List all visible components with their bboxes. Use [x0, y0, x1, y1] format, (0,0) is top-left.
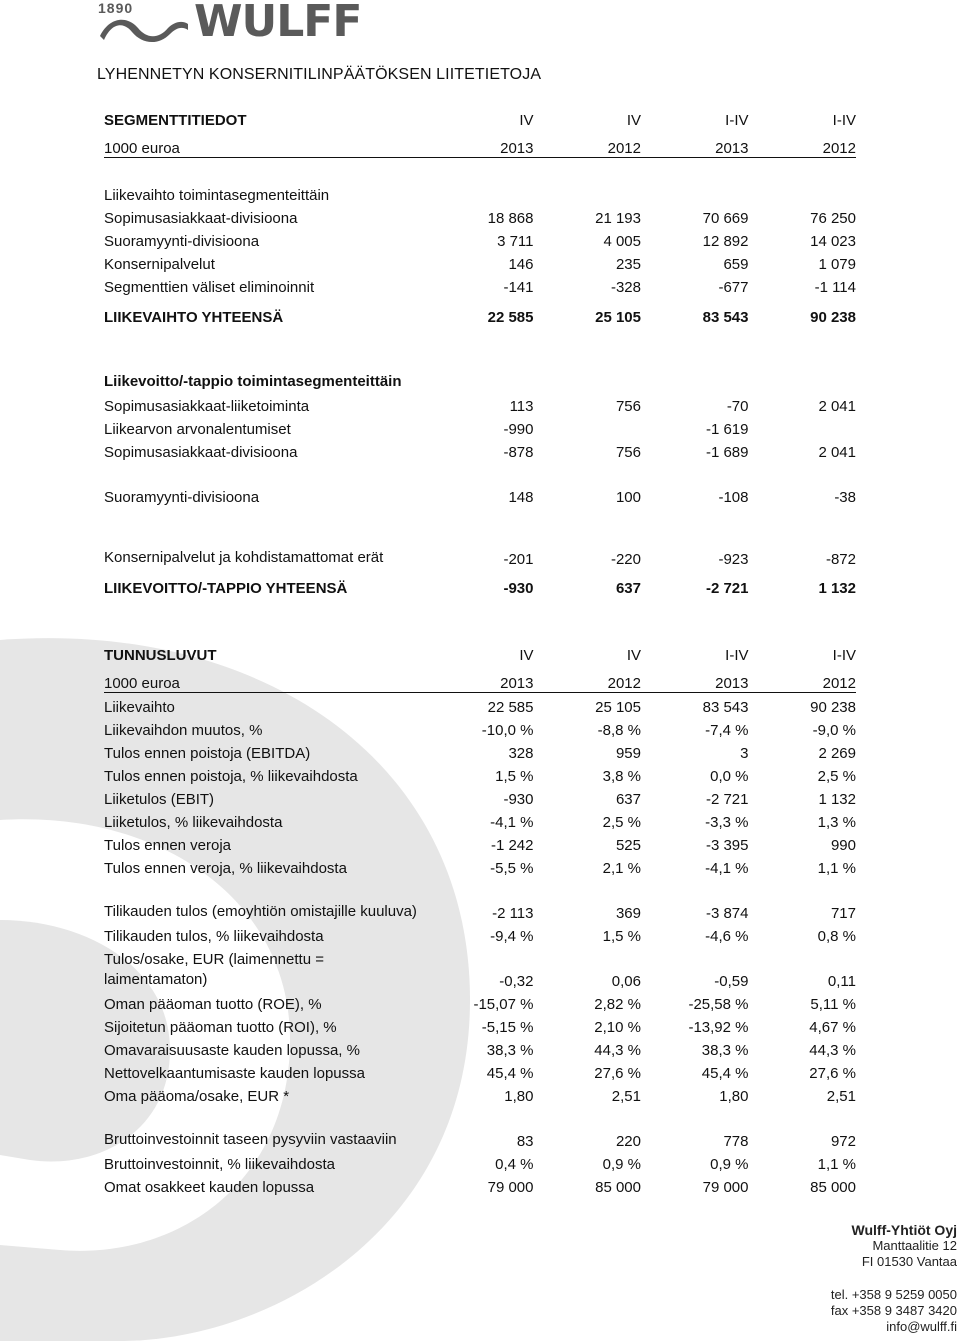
table-row — [104, 785, 856, 808]
cell-value: 2,82 % — [594, 996, 641, 1013]
table-row — [104, 808, 856, 831]
cell-value: -15,07 % — [473, 996, 534, 1013]
cell-value: 0,9 % — [710, 1156, 749, 1173]
table-row — [104, 1082, 856, 1105]
cell-value: 2 269 — [818, 745, 856, 762]
cell-value: 44,3 % — [809, 1042, 856, 1059]
row-label: Oma pääoma/osake, EUR * — [104, 1088, 290, 1105]
cell-value: 14 023 — [810, 232, 856, 250]
table-row — [104, 1173, 856, 1196]
cell-value: 2 041 — [818, 397, 856, 415]
table-row — [104, 250, 856, 273]
cell-value: -70 — [726, 397, 749, 415]
cell-value: 328 — [508, 745, 534, 762]
cell-value: -10,0 % — [481, 722, 534, 739]
cell-value: 1,80 — [504, 1088, 534, 1105]
page-title: LYHENNETYN KONSERNITILINPÄÄTÖKSEN LIITETIETOJA — [97, 66, 542, 83]
cell-value — [749, 415, 857, 438]
cell-value: 12 892 — [702, 232, 749, 250]
cell-value: -7,4 % — [705, 722, 749, 739]
column-period: I-IV — [832, 112, 856, 129]
cell-value: 45,4 % — [486, 1065, 534, 1082]
column-year: 2013 — [641, 133, 749, 158]
cell-value: 76 250 — [810, 209, 856, 227]
row-label: Omavaraisuusaste kauden lopussa, % — [104, 1042, 360, 1059]
column-period: I-IV — [725, 647, 749, 664]
column-year: 2013 — [641, 668, 749, 693]
table-row — [104, 739, 856, 762]
cell-value: -0,59 — [714, 973, 749, 990]
cell-value: -141 — [503, 278, 534, 296]
cell-value: -201 — [503, 550, 534, 568]
cell-value: 756 — [615, 443, 641, 461]
table-row — [104, 990, 856, 1013]
cell-value: 972 — [830, 1133, 856, 1150]
row-label: Konsernipalvelut ja kohdistamattomat erät — [104, 548, 384, 566]
row-label: Tulos ennen poistoja (EBITDA) — [104, 745, 311, 762]
table-row — [104, 438, 856, 461]
cell-value: -5,5 % — [490, 860, 534, 877]
row-label: Suoramyynti-divisioona — [104, 488, 260, 506]
cell-value: 959 — [615, 745, 641, 762]
table-row — [104, 716, 856, 739]
cell-value: 1,5 % — [495, 768, 534, 785]
row-label: Liiketulos (EBIT) — [104, 791, 215, 808]
unit-label: 1000 euroa — [104, 133, 426, 158]
total-value: -930 — [503, 579, 534, 597]
table-row — [104, 227, 856, 250]
cell-value: 25 105 — [595, 699, 641, 716]
cell-value: 2,5 % — [602, 814, 641, 831]
cell-value: 38,3 % — [701, 1042, 749, 1059]
cell-value: 45,4 % — [701, 1065, 749, 1082]
cell-value: -4,1 % — [705, 860, 749, 877]
company-logo — [98, 0, 368, 46]
cell-value: 2,10 % — [594, 1019, 641, 1036]
cell-value: 1,80 — [719, 1088, 749, 1105]
table-row — [104, 877, 856, 922]
table-row — [104, 762, 856, 785]
kpi-heading: TUNNUSLUVUT — [104, 647, 217, 664]
cell-value: 3,8 % — [602, 768, 641, 785]
cell-value: -1 242 — [490, 837, 534, 854]
cell-value: 717 — [830, 905, 856, 922]
cell-value: 659 — [723, 255, 749, 273]
company-contact — [831, 1222, 957, 1335]
row-label: Liikearvon arvonalentumiset — [104, 420, 291, 438]
cell-value: -1 689 — [705, 443, 749, 461]
cell-value: 1,3 % — [817, 814, 856, 831]
cell-value: 4,67 % — [809, 1019, 856, 1036]
column-year: 2012 — [749, 668, 857, 693]
cell-value: 4 005 — [603, 232, 641, 250]
cell-value: 3 — [740, 745, 749, 762]
cell-value: 1,1 % — [817, 860, 856, 877]
table-row — [104, 854, 856, 877]
row-label: Oman pääoman tuotto (ROE), % — [104, 996, 322, 1013]
segment-table — [104, 112, 856, 597]
cell-value: -990 — [503, 420, 534, 438]
table-row — [104, 945, 856, 990]
cell-value: -8,8 % — [597, 722, 641, 739]
cell-value: 2,51 — [611, 1088, 641, 1105]
row-label: Konsernipalvelut — [104, 255, 215, 273]
row-label: Sopimusasiakkaat-divisioona — [104, 209, 298, 227]
row-label: Sopimusasiakkaat-divisioona — [104, 443, 298, 461]
cell-value: 2,5 % — [817, 768, 856, 785]
logo-wordmark: WULFF — [194, 0, 362, 47]
cell-value: 85 000 — [810, 1179, 856, 1196]
kpi-table — [104, 647, 856, 1196]
street-address: Manttaalitie 12 — [872, 1238, 957, 1253]
column-year: 2012 — [534, 133, 642, 158]
cell-value: 0,8 % — [817, 928, 856, 945]
cell-value: -13,92 % — [688, 1019, 749, 1036]
cell-value: 220 — [615, 1133, 641, 1150]
total-label: LIIKEVOITTO/-TAPPIO YHTEENSÄ — [104, 579, 348, 597]
row-label: Liikevaihto — [104, 699, 175, 716]
cell-value: 79 000 — [487, 1179, 534, 1196]
cell-value: 38,3 % — [486, 1042, 534, 1059]
logo-year: 1890 — [98, 0, 134, 16]
table-row — [104, 273, 856, 296]
cell-value: 85 000 — [595, 1179, 641, 1196]
total-value: 83 543 — [702, 308, 749, 326]
cell-value: 90 238 — [810, 699, 856, 716]
row-label: Suoramyynti-divisioona — [104, 232, 260, 250]
column-year: 2012 — [534, 668, 642, 693]
unit-label: 1000 euroa — [104, 668, 426, 693]
kpi-rows — [104, 693, 856, 1197]
table-row — [104, 483, 856, 506]
column-year: 2012 — [749, 133, 857, 158]
cell-value: 27,6 % — [594, 1065, 641, 1082]
total-value: 25 105 — [595, 308, 641, 326]
table-row — [104, 392, 856, 415]
cell-value: -930 — [503, 791, 534, 808]
cell-value: -220 — [610, 550, 641, 568]
cell-value: 83 543 — [702, 699, 749, 716]
column-period: IV — [519, 647, 534, 664]
cell-value: 0,4 % — [495, 1156, 534, 1173]
cell-value: 27,6 % — [809, 1065, 856, 1082]
cell-value: 2,51 — [826, 1088, 856, 1105]
cell-value: 235 — [615, 255, 641, 273]
row-label: Tilikauden tulos (emoyhtiön omistajille kuuluva) — [104, 903, 417, 920]
wave-logo-icon — [98, 14, 190, 44]
total-label: LIIKEVAIHTO YHTEENSÄ — [104, 308, 284, 326]
row-label: Liiketulos, % liikevaihdosta — [104, 814, 283, 831]
fax-number: fax +358 9 3487 3420 — [830, 1303, 957, 1318]
cell-value: 148 — [508, 488, 534, 506]
table-row — [104, 1150, 856, 1173]
cell-value: 1,5 % — [602, 928, 641, 945]
column-period: IV — [626, 112, 641, 129]
company-name: Wulff-Yhtiöt Oyj — [851, 1222, 957, 1238]
table-row — [104, 528, 856, 568]
cell-value: 0,06 — [611, 973, 641, 990]
cell-value: 79 000 — [702, 1179, 749, 1196]
table-row — [104, 1105, 856, 1150]
cell-value: 778 — [723, 1133, 749, 1150]
table-row — [104, 831, 856, 854]
column-period: IV — [626, 647, 641, 664]
row-label: Bruttoinvestoinnit taseen pysyviin vastaaviin — [104, 1131, 397, 1148]
cell-value: 0,9 % — [602, 1156, 641, 1173]
cell-value: -9,4 % — [490, 928, 534, 945]
cell-value: 0,0 % — [710, 768, 749, 785]
row-label: Liikevaihdon muutos, % — [104, 722, 263, 739]
row-label: Sopimusasiakkaat-liiketoiminta — [104, 397, 310, 415]
cell-value: 369 — [615, 905, 641, 922]
cell-value: 44,3 % — [594, 1042, 641, 1059]
cell-value: 1 079 — [818, 255, 856, 273]
column-period: I-IV — [725, 112, 749, 129]
city-address: FI 01530 Vantaa — [861, 1254, 957, 1269]
revenue-section-heading: Liikevaihto toimintasegmenteittäin — [104, 186, 330, 204]
row-label: Tulos ennen veroja, % liikevaihdosta — [104, 860, 347, 877]
profit-section-heading: Liikevoitto/-tappio toimintasegmenteittäin — [104, 372, 402, 390]
table-row — [104, 204, 856, 227]
profit-total-row — [104, 568, 856, 597]
cell-value: -108 — [718, 488, 749, 506]
table-row — [104, 922, 856, 945]
cell-value: 990 — [830, 837, 856, 854]
cell-value — [534, 415, 642, 438]
row-label: Tilikauden tulos, % liikevaihdosta — [104, 928, 324, 945]
cell-value: 5,11 % — [810, 996, 856, 1013]
cell-value: -2 113 — [492, 905, 534, 922]
row-label: Bruttoinvestoinnit, % liikevaihdosta — [104, 1156, 335, 1173]
cell-value: -878 — [503, 443, 534, 461]
cell-value: -923 — [718, 550, 749, 568]
total-value: 637 — [615, 579, 641, 597]
cell-value: -1 114 — [814, 278, 856, 296]
total-value: -2 721 — [705, 579, 749, 597]
cell-value: -872 — [825, 550, 856, 568]
cell-value: -4,1 % — [490, 814, 534, 831]
cell-value: -4,6 % — [705, 928, 749, 945]
revenue-total-row — [104, 296, 856, 326]
cell-value: 113 — [509, 397, 534, 415]
cell-value: 2 041 — [818, 443, 856, 461]
row-label: Sijoitetun pääoman tuotto (ROI), % — [104, 1019, 337, 1036]
cell-value: 3 711 — [497, 232, 534, 250]
row-label: Tulos ennen veroja — [104, 837, 232, 854]
cell-value: -2 721 — [705, 791, 749, 808]
cell-value: 70 669 — [702, 209, 749, 227]
cell-value: 525 — [615, 837, 641, 854]
cell-value: -328 — [610, 278, 641, 296]
column-year: 2013 — [426, 668, 534, 693]
cell-value: 1 132 — [818, 791, 856, 808]
row-label: Omat osakkeet kauden lopussa — [104, 1179, 315, 1196]
cell-value: -1 619 — [705, 420, 749, 438]
cell-value: 146 — [508, 255, 534, 273]
cell-value: -5,15 % — [481, 1019, 534, 1036]
table-row — [104, 415, 856, 438]
row-label: Tulos ennen poistoja, % liikevaihdosta — [104, 768, 358, 785]
cell-value: -3 874 — [705, 905, 749, 922]
table-row — [104, 1036, 856, 1059]
table-row — [104, 1059, 856, 1082]
row-label: Segmenttien väliset eliminoinnit — [104, 278, 315, 296]
cell-value: 1,1 % — [817, 1156, 856, 1173]
cell-value: -9,0 % — [812, 722, 856, 739]
total-value: 1 132 — [818, 579, 856, 597]
cell-value: 2,1 % — [602, 860, 641, 877]
cell-value: 21 193 — [595, 209, 641, 227]
cell-value: 18 868 — [487, 209, 534, 227]
cell-value: 637 — [615, 791, 641, 808]
cell-value: -3 395 — [705, 837, 749, 854]
cell-value: -677 — [718, 278, 749, 296]
segment-heading: SEGMENTTITIEDOT — [104, 112, 247, 129]
cell-value: -38 — [834, 488, 856, 506]
total-value: 90 238 — [810, 308, 856, 326]
column-period: I-IV — [832, 647, 856, 664]
total-value: 22 585 — [487, 308, 534, 326]
cell-value: 100 — [615, 488, 641, 506]
phone-number: tel. +358 9 5259 0050 — [830, 1287, 957, 1302]
cell-value: 756 — [615, 397, 641, 415]
cell-value: 22 585 — [487, 699, 534, 716]
table-row — [104, 1013, 856, 1036]
email-address: info@wulff.fi — [886, 1319, 957, 1334]
cell-value: 0,11 — [827, 973, 856, 990]
row-label: Nettovelkaantumisaste kauden lopussa — [104, 1065, 365, 1082]
cell-value: 83 — [516, 1133, 534, 1150]
column-year: 2013 — [426, 133, 534, 158]
cell-value: -25,58 % — [688, 996, 749, 1013]
cell-value: -3,3 % — [705, 814, 749, 831]
row-label: Tulos/osake, EUR (laimennettu = laimentamaton) — [104, 951, 324, 988]
table-row — [104, 693, 856, 717]
column-period: IV — [519, 112, 534, 129]
cell-value: -0,32 — [499, 973, 534, 990]
